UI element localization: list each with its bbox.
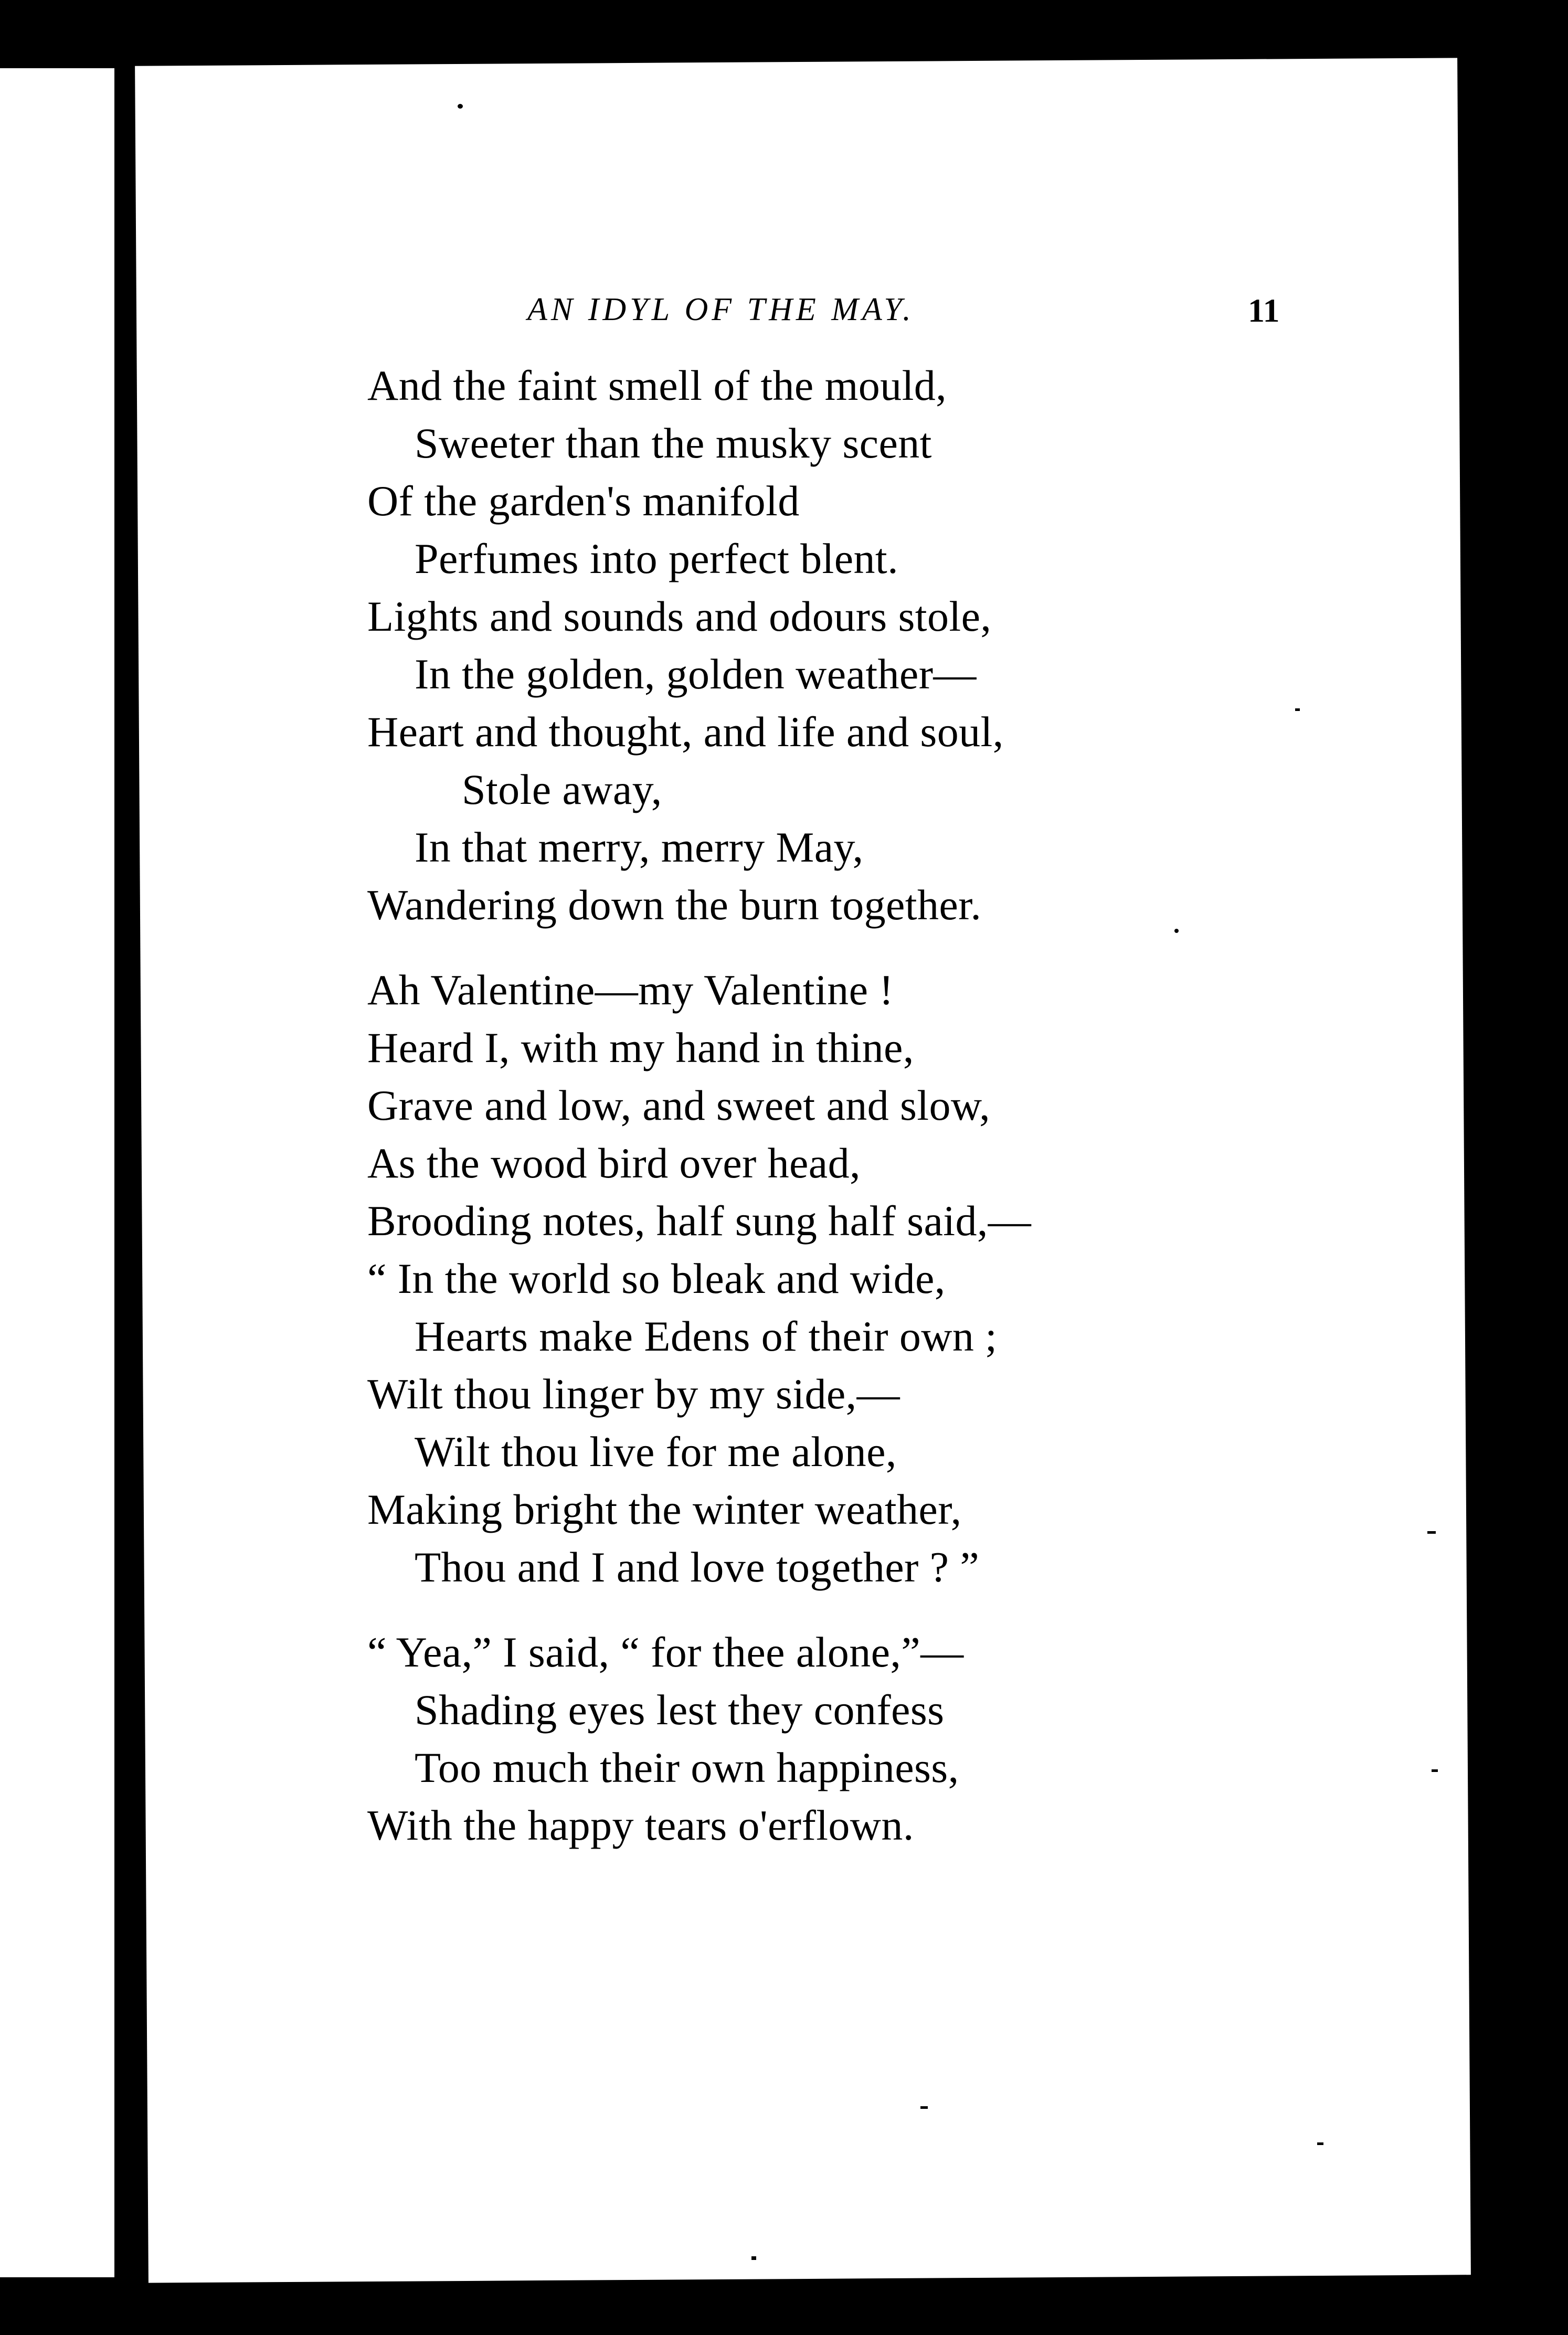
poem-line: “ Yea,” I said, “ for thee alone,”— (367, 1628, 964, 1676)
poem-line: Too much their own happiness, (415, 1744, 959, 1791)
poem-line: Shading eyes lest they confess (415, 1686, 945, 1734)
page-header (370, 226, 1018, 327)
poem-line: Brooding notes, half sung half said,— (367, 1197, 1032, 1245)
poem-line: Thou and I and love together ? ” (415, 1543, 980, 1591)
poem-line: Perfumes into perfect blent. (415, 535, 899, 582)
scan-speck (1174, 929, 1179, 933)
poem-line: “ In the world so bleak and wide, (367, 1255, 946, 1302)
poem-line: Lights and sounds and odours stole, (367, 592, 992, 640)
poem-line: Wilt thou live for me alone, (415, 1428, 897, 1476)
poem-line: Grave and low, and sweet and slow, (367, 1081, 991, 1129)
poem-line: Stole away, (462, 766, 662, 813)
stanza (367, 961, 1175, 1596)
scan-speck (1432, 1769, 1438, 1772)
poem-line: Of the garden's manifold (367, 477, 800, 525)
poem-line: In the golden, golden weather— (415, 650, 977, 698)
stanza (367, 357, 1175, 934)
stanza (367, 1623, 1175, 1854)
poem-line: And the faint smell of the mould, (367, 362, 947, 409)
poem-line: Ah Valentine—my Valentine ! (367, 966, 894, 1014)
poem-line: Wilt thou linger by my side,— (367, 1370, 900, 1418)
scan-speck (458, 104, 463, 109)
poem-line: Wandering down the burn together. (367, 881, 982, 929)
poem-line: With the happy tears o'erflown. (367, 1801, 914, 1849)
poem-body (367, 357, 1175, 1882)
poem-line: As the wood bird over head, (367, 1139, 861, 1187)
facing-page-edge (0, 68, 114, 2277)
poem-line: Hearts make Edens of their own ; (415, 1312, 998, 1360)
poem-line: Sweeter than the musky scent (415, 419, 932, 467)
scan-speck (1317, 2142, 1323, 2145)
running-title: AN IDYL OF THE MAY. (527, 292, 915, 327)
scan-speck (920, 2106, 928, 2109)
poem-line: Heard I, with my hand in thine, (367, 1024, 914, 1071)
scan-speck (751, 2256, 756, 2260)
page-number: 11 (1248, 292, 1280, 329)
poem-line: Making bright the winter weather, (367, 1485, 962, 1533)
poem-line: Heart and thought, and life and soul, (367, 708, 1004, 756)
scan-speck (1295, 708, 1300, 711)
poem-line: In that merry, merry May, (415, 823, 864, 871)
scan-speck (1427, 1531, 1436, 1534)
